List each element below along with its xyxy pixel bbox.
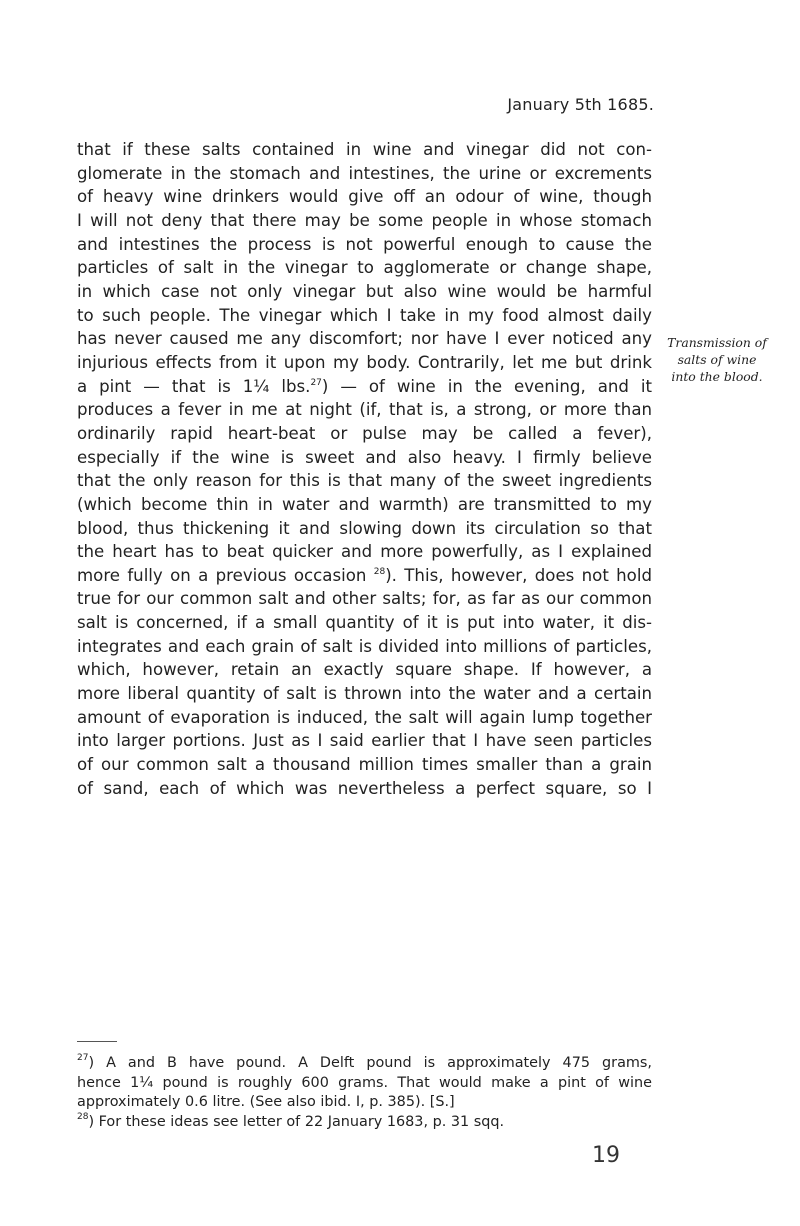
- text-line: of our common salt a thousand million times smaller than a grain: [77, 755, 652, 775]
- text-line: (which become thin in water and warmth) are transmitted to my: [77, 494, 652, 514]
- text-line-pint: [77, 375, 652, 399]
- text-line: ordinarily rapid heart-beat or pulse may be called a fever),: [77, 423, 652, 443]
- text-line: amount of evaporation is induced, the salt will again lump together: [77, 707, 652, 727]
- text-line: of heavy wine drinkers would give off an odour of wine, though: [77, 187, 652, 207]
- page-number: 19: [592, 1143, 620, 1168]
- pint-text-after: ) — of wine in the evening, and it: [321, 376, 652, 396]
- text-line: more liberal quantity of salt is thrown into the water and a certain: [77, 684, 652, 704]
- footnotes: [77, 1054, 652, 1132]
- text-line: the heart has to beat quicker and more powerfully, as I explained: [77, 542, 652, 562]
- text-line: and intestines the process is not powerful enough to cause the: [77, 234, 652, 254]
- footnote-27-line: approximately 0.6 litre. (See also ibid. I, p. 385). [S.]: [77, 1094, 455, 1110]
- footnote-divider: [77, 1041, 117, 1042]
- text-line: particles of salt in the vinegar to agglomerate or change shape,: [77, 258, 652, 278]
- text-line: that if these salts contained in wine and vinegar did not con-: [77, 140, 652, 159]
- occasion-text-before: more fully on a previous occasion: [77, 565, 374, 585]
- text-line: especially if the wine is sweet and also heavy. I firmly believe: [77, 447, 652, 467]
- text-line: glomerate in the stomach and intestines, the urine or excrements: [77, 163, 652, 183]
- text-line: of sand, each of which was nevertheless a perfect square, so I: [77, 778, 652, 798]
- marginal-note-line: salts of wine: [677, 352, 757, 367]
- footnote-28-text: ) For these ideas see letter of 22 January 1683, p. 31 sqq.: [88, 1113, 505, 1130]
- pint-fraction: 1¼: [242, 376, 270, 396]
- footnote-27-line: hence 1¼ pound is roughly 600 grams. That would make a pint of wine: [77, 1074, 652, 1091]
- footnote-marker-27: 27: [77, 1053, 89, 1063]
- text-line: produces a fever in me at night (if, that is, a strong, or more than: [77, 400, 652, 420]
- text-line: into larger portions. Just as I said earlier that I have seen particles: [77, 731, 652, 751]
- text-line: injurious effects from it upon my body. Contrarily, let me but drink: [77, 352, 652, 372]
- marginal-note: [662, 334, 772, 385]
- pint-unit: lbs.: [269, 376, 311, 396]
- text-line: true for our common salt and other salts; for, as far as our common: [77, 589, 652, 609]
- text-line: integrates and each grain of salt is divided into millions of particles,: [77, 636, 652, 656]
- text-line: salt is concerned, if a small quantity of it is put into water, it dis-: [77, 613, 652, 633]
- text-line: that the only reason for this is that many of the sweet ingredients: [77, 471, 652, 491]
- text-line: in which case not only vinegar but also wine would be harmful: [77, 281, 652, 301]
- running-header: January 5th 1685.: [507, 95, 654, 114]
- pint-text-before: a pint — that is: [77, 376, 243, 396]
- text-line: to such people. The vinegar which I take in my food almost daily: [77, 305, 652, 325]
- text-line: I will not deny that there may be some people in whose stomach: [77, 210, 652, 230]
- text-line: blood, thus thickening it and slowing down its circulation so that: [77, 518, 652, 538]
- text-line-occasion: [77, 564, 652, 588]
- footnote-ref-27[interactable]: 27: [310, 377, 322, 388]
- main-text: [77, 138, 652, 800]
- marginal-note-line: into the blood.: [671, 369, 763, 384]
- footnote-27: [77, 1054, 652, 1074]
- text-line: has never caused me any discomfort; nor have I ever noticed any: [77, 329, 652, 349]
- footnote-marker-28: 28: [77, 1111, 89, 1122]
- footnote-27-line: ) A and B have pound. A Delft pound is approximately 475 grams,: [88, 1055, 652, 1071]
- occasion-text-after: ). This, however, does not hold: [385, 565, 652, 585]
- text-line: which, however, retain an exactly square shape. If however, a: [77, 660, 652, 680]
- marginal-note-line: Transmission of: [667, 335, 767, 350]
- footnote-28: [77, 1113, 652, 1133]
- footnote-ref-28[interactable]: 28: [373, 566, 386, 577]
